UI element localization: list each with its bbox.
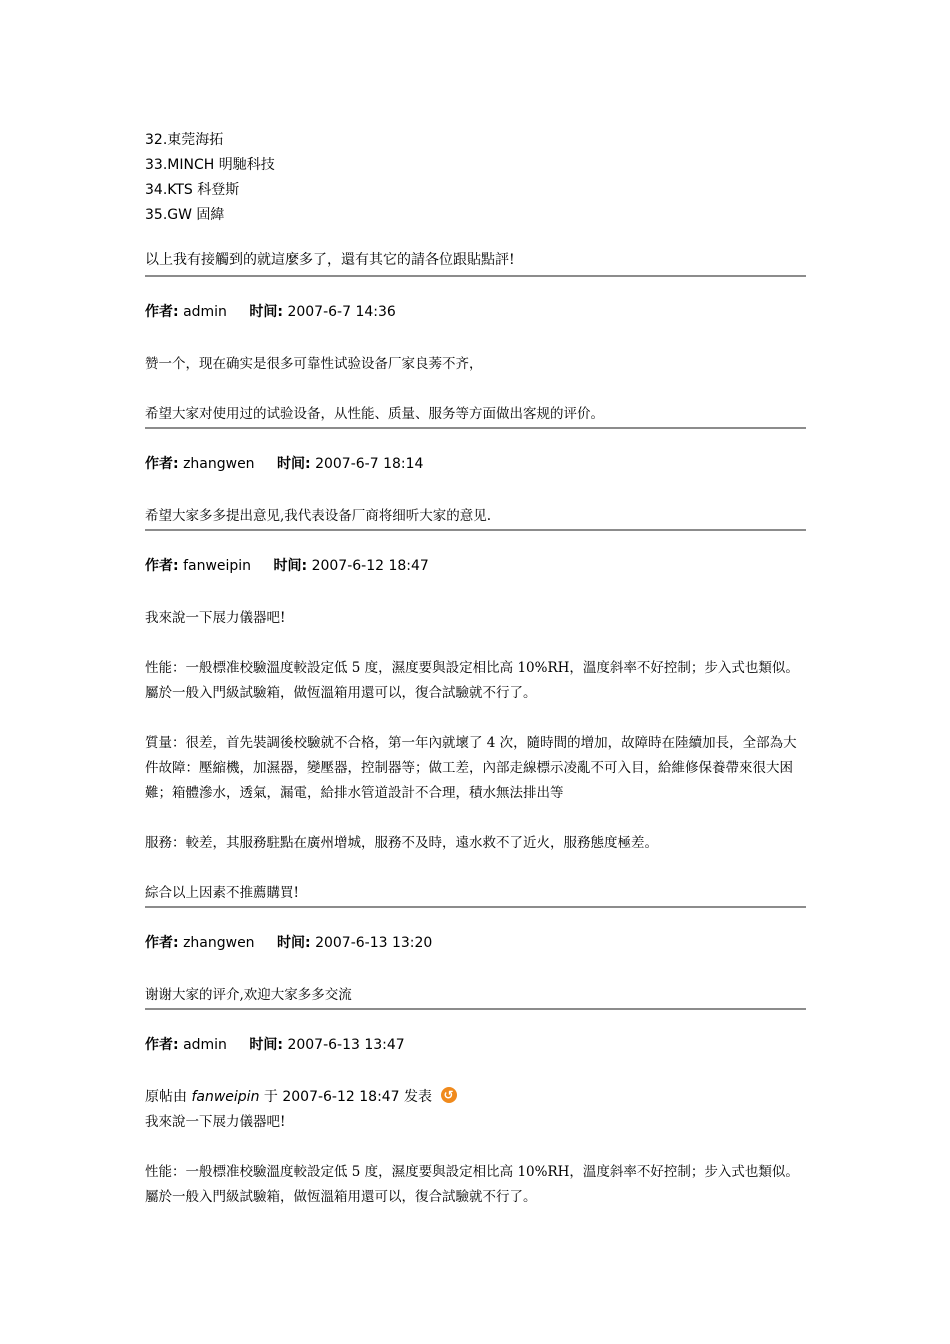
post-time: 2007-6-12 18:47 <box>311 558 429 574</box>
post-meta <box>145 1035 806 1055</box>
post-paragraph: 我來說一下展力儀器吧! <box>145 610 286 626</box>
author-name[interactable]: zhangwen <box>183 935 255 951</box>
post-meta <box>145 302 806 322</box>
post-divider <box>145 906 806 908</box>
author-name[interactable]: admin <box>183 1037 227 1053</box>
quote-mid: 于 <box>263 1089 278 1105</box>
author-name[interactable]: admin <box>183 304 227 320</box>
post-paragraph: 希望大家多多提出意见,我代表设备厂商将细听大家的意见. <box>145 508 492 524</box>
post-divider <box>145 275 806 277</box>
quote-suffix: 发表 <box>404 1089 433 1105</box>
quote-author[interactable]: fanweipin <box>191 1089 260 1105</box>
post-paragraph: 谢谢大家的评介,欢迎大家多多交流 <box>145 987 352 1003</box>
post-meta <box>145 454 806 474</box>
post-divider <box>145 427 806 429</box>
author-label: 作者: <box>145 304 179 320</box>
post-divider <box>145 529 806 531</box>
time-label: 时间: <box>277 456 311 472</box>
quote-time: 2007-6-12 18:47 <box>282 1089 400 1105</box>
post-paragraph: 赞一个，现在确实是很多可靠性试验设备厂家良莠不齐， <box>145 356 483 372</box>
post-meta <box>145 933 806 953</box>
post-time: 2007-6-13 13:47 <box>287 1037 405 1053</box>
list-item: 35.GW 固緯 <box>145 207 225 223</box>
list-item: 34.KTS 科登斯 <box>145 182 240 198</box>
post-time: 2007-6-7 14:36 <box>287 304 396 320</box>
post-paragraph: 服務：較差，其服務駐點在廣州增城，服務不及時，遠水救不了近火，服務態度極差。 <box>145 835 658 851</box>
time-label: 时间: <box>249 1037 283 1053</box>
author-label: 作者: <box>145 935 179 951</box>
post-paragraph: 性能：一般標准校驗溫度較設定低 5 度，濕度要與設定相比高 10%RH，溫度斜率不好控制；步入式也類似。屬於一般入門級試驗箱，做恆溫箱用還可以，復合試驗就不行了。 <box>145 1164 799 1205</box>
post-paragraph: 我來說一下展力儀器吧! <box>145 1114 286 1130</box>
post-time: 2007-6-7 18:14 <box>315 456 424 472</box>
author-label: 作者: <box>145 456 179 472</box>
post-meta <box>145 556 806 576</box>
post-paragraph: 性能：一般標准校驗溫度較設定低 5 度，濕度要與設定相比高 10%RH，溫度斜率不好控制；步入式也類似。屬於一般入門級試驗箱，做恆溫箱用還可以，復合試驗就不行了。 <box>145 660 799 701</box>
post-time: 2007-6-13 13:20 <box>315 935 433 951</box>
back-arrow-icon[interactable]: ↺ <box>441 1087 457 1103</box>
intro-closing: 以上我有接觸到的就這麼多了，還有其它的請各位跟貼點評! <box>145 252 515 268</box>
post-paragraph: 希望大家对使用过的试验设备，从性能、质量、服务等方面做出客规的评价。 <box>145 406 604 422</box>
author-label: 作者: <box>145 558 179 574</box>
author-label: 作者: <box>145 1037 179 1053</box>
quote-prefix: 原帖由 <box>145 1089 187 1105</box>
author-name[interactable]: zhangwen <box>183 456 255 472</box>
post-paragraph: 質量：很差，首先裝調後校驗就不合格，第一年內就壞了 4 次，隨時間的增加，故障時在陸續加長，全部為大件故障：壓縮機，加濕器，變壓器，控制器等；做工差，內部走線標示凌亂不可入目，給維修保養帶來很大困難；箱體滲水，透氣，漏電，給排水管道設計不合理，積水無法排出等 <box>145 735 797 801</box>
post-paragraph: 綜合以上因素不推薦購買! <box>145 885 299 901</box>
forum-thread <box>145 128 806 1210</box>
time-label: 时间: <box>277 935 311 951</box>
time-label: 时间: <box>273 558 308 574</box>
post-divider <box>145 1008 806 1010</box>
time-label: 时间: <box>249 304 283 320</box>
list-item: 32.東莞海拓 <box>145 132 224 148</box>
author-name[interactable]: fanweipin <box>183 558 252 574</box>
list-item: 33.MINCH 明馳科技 <box>145 157 275 173</box>
quote-header <box>145 1085 806 1110</box>
